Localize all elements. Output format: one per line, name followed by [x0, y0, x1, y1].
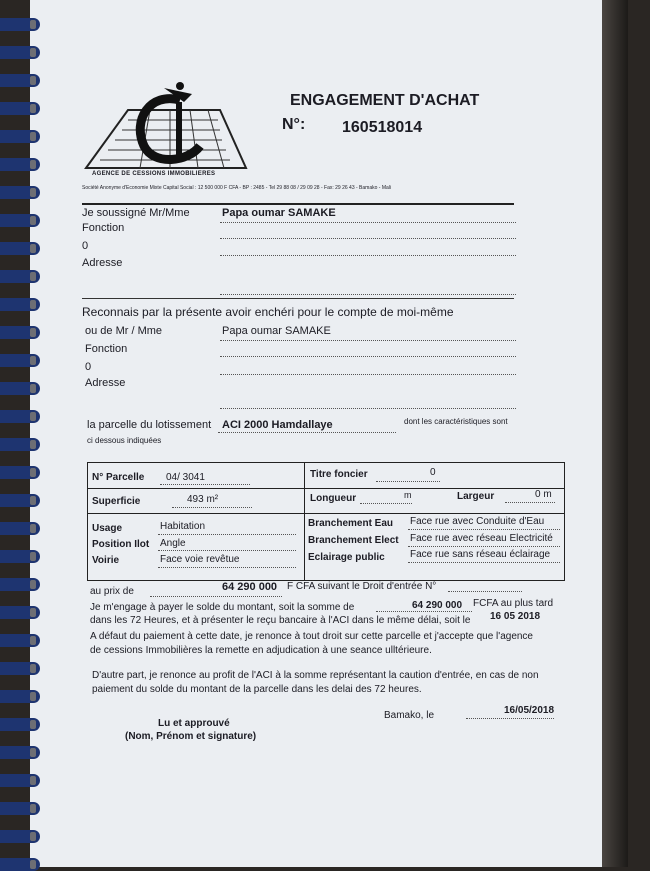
droit-line — [448, 591, 522, 592]
eau-value: Face rue avec Conduite d'Eau — [410, 516, 545, 527]
price-suffix: F CFA suivant le Droit d'entrée N° — [287, 581, 437, 592]
binding-hole — [30, 664, 36, 673]
titre-label: Titre foncier — [310, 469, 368, 480]
binding-hole — [30, 636, 36, 645]
footer-approve: Lu et approuvé — [158, 718, 230, 729]
spiral-binding — [0, 0, 44, 867]
largeur-value: 0 m — [535, 489, 552, 500]
lotissement-line — [218, 432, 396, 433]
document-number: 160518014 — [342, 119, 423, 136]
aci-logo — [80, 80, 250, 180]
titre-line — [376, 481, 440, 482]
behalf-fonction-line — [220, 356, 516, 357]
signer-fonction-label: Fonction — [82, 222, 125, 234]
eclairage-value: Face rue sans réseau éclairage — [410, 549, 551, 560]
signer-zero: 0 — [82, 240, 89, 252]
binding-hole — [30, 384, 36, 393]
binding-hole — [30, 804, 36, 813]
position-value: Angle — [160, 538, 186, 549]
binding-hole — [30, 160, 36, 169]
binding-hole — [30, 132, 36, 141]
binding-hole — [30, 524, 36, 533]
position-line — [158, 550, 296, 551]
body-amount: 64 290 000 — [412, 600, 463, 611]
section-rule — [82, 298, 514, 299]
parcelle-line — [160, 484, 250, 485]
body-line6: paiement du solde du montant de la parcelle dans les delai des 72 heures. — [92, 684, 422, 695]
body-amount-line — [376, 611, 472, 612]
caracteristiques-text: dont les caractéristiques sont — [404, 417, 508, 426]
binding-hole — [30, 580, 36, 589]
binding-hole — [30, 496, 36, 505]
longueur-unit: m — [404, 490, 412, 500]
parcelle-value: 04/ 3041 — [166, 472, 205, 483]
eau-line — [408, 529, 560, 530]
agency-info: Société Anonyme d'Economie Mixte Capital Social : 12 500 000 F CFA - BP : 2485 - Tel 29 88 08 / 29 09 28 - Fax: 29 26 43 - Bamako - Mali — [82, 185, 391, 191]
binding-hole — [30, 300, 36, 309]
body-line5: D'autre part, je renonce au profit de l'ACI à la somme représentant la caution d'entrée, en cas de non — [92, 670, 539, 681]
binding-hole — [30, 216, 36, 225]
price-label: au prix de — [90, 586, 134, 597]
signer-name-line — [220, 222, 516, 223]
binding-hole — [30, 104, 36, 113]
footer-city: Bamako, le — [384, 710, 435, 721]
binding-hole — [30, 188, 36, 197]
usage-line — [158, 534, 296, 535]
position-label: Position Ilot — [92, 539, 150, 550]
titre-value: 0 — [430, 467, 436, 478]
signer-fonction-line — [220, 238, 516, 239]
binding-hole — [30, 356, 36, 365]
lotissement-value: ACI 2000 Hamdallaye — [222, 419, 333, 431]
voirie-value: Face voie revêtue — [160, 554, 240, 565]
footer-date: 16/05/2018 — [504, 705, 555, 716]
largeur-label: Largeur — [457, 491, 495, 502]
signer-label: Je soussigné Mr/Mme — [82, 207, 190, 219]
binding-hole — [30, 328, 36, 337]
number-label: N°: — [282, 116, 306, 133]
binding-hole — [30, 244, 36, 253]
lotissement-label: la parcelle du lotissement — [87, 419, 212, 431]
behalf-name-line — [220, 340, 516, 341]
eclairage-line — [408, 562, 560, 563]
binding-hole — [30, 860, 36, 869]
body-date: 16 05 2018 — [490, 611, 541, 622]
binding-hole — [30, 48, 36, 57]
behalf-zero: 0 — [85, 361, 92, 373]
body-line3: A défaut du paiement à cette date, je renonce à tout droit sur cette parcelle et j'accepte que l'agence — [90, 631, 533, 642]
voirie-label: Voirie — [92, 555, 120, 566]
signer-zero-line — [220, 255, 516, 256]
binding-hole — [30, 468, 36, 477]
header-rule — [82, 203, 514, 205]
usage-label: Usage — [92, 523, 123, 534]
signer-adresse-label: Adresse — [82, 257, 123, 269]
usage-value: Habitation — [160, 521, 206, 532]
longueur-line — [360, 503, 412, 504]
behalf-statement: Reconnais par la présente avoir enchéri pour le compte de moi-même — [82, 305, 454, 319]
eau-label: Branchement Eau — [308, 518, 394, 529]
binding-hole — [30, 20, 36, 29]
body-line1: Je m'engage à payer le solde du montant, soit la somme de — [90, 602, 355, 613]
price-line — [150, 596, 282, 597]
behalf-name: Papa oumar SAMAKE — [222, 325, 331, 337]
signer-name: Papa oumar SAMAKE — [222, 207, 336, 219]
binding-hole — [30, 748, 36, 757]
footer-sign: (Nom, Prénom et signature) — [125, 731, 257, 742]
binding-hole — [30, 832, 36, 841]
superficie-line — [172, 507, 252, 508]
elect-label: Branchement Elect — [308, 535, 399, 546]
binding-hole — [30, 720, 36, 729]
largeur-line — [505, 502, 555, 503]
behalf-adresse-line — [220, 408, 516, 409]
eclairage-label: Eclairage public — [308, 552, 385, 563]
binding-hole — [30, 776, 36, 785]
footer-date-line — [466, 718, 554, 719]
document-title: ENGAGEMENT D'ACHAT — [290, 92, 480, 109]
agency-name: AGENCE DE CESSIONS IMMOBILIERES — [92, 171, 216, 177]
longueur-label: Longueur — [310, 493, 357, 504]
parcelle-label: N° Parcelle — [92, 472, 145, 483]
elect-value: Face rue avec réseau Electricité — [410, 533, 553, 544]
binding-hole — [30, 76, 36, 85]
binding-hole — [30, 692, 36, 701]
binding-hole — [30, 552, 36, 561]
behalf-fonction-label: Fonction — [85, 343, 128, 355]
voirie-line — [158, 567, 296, 568]
signer-adresse-line — [220, 294, 516, 295]
behalf-label: ou de Mr / Mme — [85, 325, 163, 337]
body-line4: de cessions Immobilières la remette en adjudication à une seance ulltérieure. — [90, 645, 432, 656]
binding-hole — [30, 440, 36, 449]
indiquees-text: ci dessous indiquées — [87, 436, 162, 445]
body-line1b: FCFA au plus tard — [473, 598, 554, 609]
behalf-zero-line — [220, 374, 516, 375]
elect-line — [408, 546, 560, 547]
superficie-value: 493 m² — [187, 494, 219, 505]
binding-hole — [30, 608, 36, 617]
superficie-label: Superficie — [92, 496, 141, 507]
binding-hole — [30, 412, 36, 421]
behalf-adresse-label: Adresse — [85, 377, 126, 389]
body-line2: dans les 72 Heures, et à présenter le reçu bancaire à l'ACI dans le même délai, soit le — [90, 615, 471, 626]
page-edge-shadow — [602, 0, 628, 867]
binding-hole — [30, 272, 36, 281]
price-value: 64 290 000 — [222, 581, 278, 593]
